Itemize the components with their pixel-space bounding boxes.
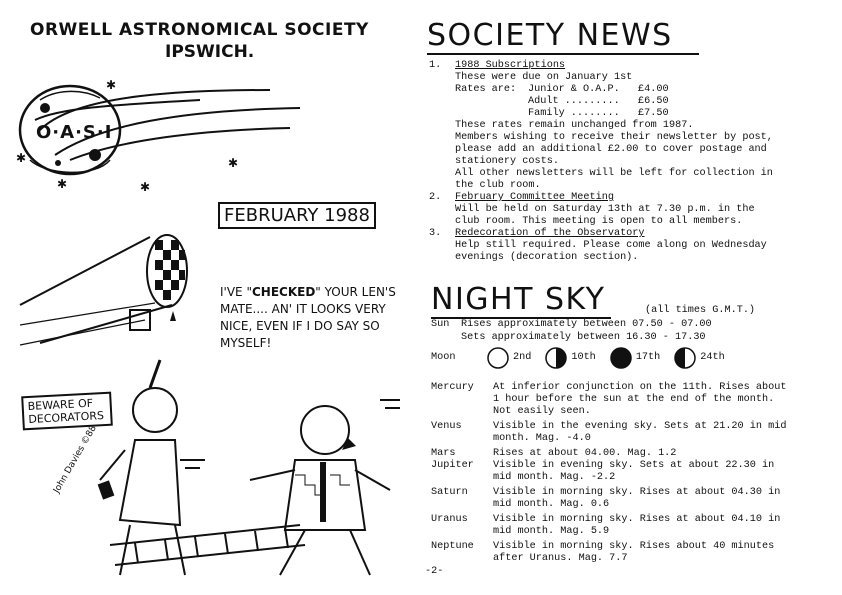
planet-text: Visible in morning sky. Rises about 40 minutes after Uranus. Mag. 7.7 [493,541,775,564]
moon-phase-item [487,347,531,369]
moon-phase-date: 24th [700,352,725,363]
planet-text: Rises at about 04.00. Mag. 1.2 [493,448,677,459]
item-title: Redecoration of the Observatory [455,228,645,239]
logo-text: O·A·S·I [36,122,113,143]
rate-row [528,96,669,108]
telescope-illustration [0,225,200,365]
planet-row [431,448,836,460]
moon-phase-item [610,347,660,369]
new-moon-icon [487,347,509,369]
rate-label: Adult ......... [528,96,620,107]
moon-phase-item [674,347,724,369]
planet-text: Visible in morning sky. Rises at about 04.10 in mid month. Mag. 5.9 [493,514,781,537]
planet-text: Visible in evening sky. Sets at about 22.30 in mid month. Mag. -2.2 [493,460,775,483]
planet-name: Venus [431,421,462,432]
item-number: 1. [429,60,442,71]
night-sky-heading: NIGHT SKY [431,282,611,319]
planet-row [431,460,836,484]
body-line: These rates remain unchanged from 1987. [455,120,694,131]
planet-name: Uranus [431,514,468,525]
body-line: Will be held on Saturday 13th at 7.30 p.m. in the [455,204,755,215]
moon-label: Moon [431,352,456,363]
body-line: club room. This meeting is open to all members. [455,216,743,227]
first-quarter-icon [545,347,567,369]
planet-name: Mercury [431,382,474,393]
rates-block [455,84,839,120]
svg-text:✱: ✱ [140,180,151,194]
planet-row [431,541,836,565]
decorators-cartoon [80,350,410,590]
speech-pre: I'VE " [220,285,252,299]
sun-block [431,319,831,344]
page-number: -2- [425,566,444,577]
news-item-1 [429,60,839,192]
moon-row [431,347,739,369]
svg-text:✱: ✱ [228,156,239,170]
full-moon-icon [610,347,632,369]
planet-name: Mars [431,448,456,459]
rate-label: Family ........ [528,108,620,119]
rate-value: £4.00 [638,84,669,95]
rate-value: £7.50 [638,108,669,119]
planet-text: Visible in morning sky. Rises at about 04.30 in mid month. Mag. 0.6 [493,487,781,510]
beware-sign: BEWARE OF DECORATORS [21,392,113,431]
right-page [415,0,842,595]
planet-row [431,382,836,418]
body-line: the club room. [455,180,541,191]
rate-row [528,108,669,120]
speech-post: " YOUR LEN'S MATE.... AN' IT LOOKS VERY NICE, EVEN IF I DO SAY SO MYSELF! [220,285,396,350]
body-line: evenings (decoration section). [455,252,639,263]
speech-bubble [220,284,405,352]
society-place: IPSWICH. [165,42,255,62]
left-page [0,0,410,595]
planet-name: Neptune [431,541,474,552]
body-line: Members wishing to receive their newsletter by post, [455,132,773,143]
planet-row [431,421,836,445]
sun-set: Sets approximately between 16.30 - 17.30 [461,332,706,343]
body-line: All other newsletters will be left for collection in [455,168,773,179]
body-line: Help still required. Please come along on Wednesday [455,240,767,251]
item-number: 3. [429,228,442,239]
artist-signature: John Davies ©88 [52,423,99,495]
planet-name: Saturn [431,487,468,498]
svg-text:✱: ✱ [16,151,27,165]
rates-label: Rates are: [455,84,517,95]
rate-value: £6.50 [638,96,669,107]
item-title: 1988 Subscriptions [455,60,566,71]
moon-phase-date: 17th [635,352,661,363]
society-name: ORWELL ASTRONOMICAL SOCIETY [30,20,369,40]
moon-phase-item [545,347,595,369]
planets-list [431,382,836,565]
news-section [429,60,839,264]
item-intro: These were due on January 1st [455,72,633,83]
news-item-2 [429,192,839,228]
planet-name: Jupiter [431,460,474,471]
svg-text:✱: ✱ [106,78,117,92]
planet-row [431,487,836,511]
sun-row [431,319,831,331]
body-line: please add an additional £2.00 to cover postage and [455,144,767,155]
rates-list [528,84,669,120]
planet-text: At inferior conjunction on the 11th. Rises about 1 hour before the sun at the end of the month. Not easily seen. [493,382,787,417]
item-number: 2. [429,192,442,203]
body-line: stationery costs. [455,156,559,167]
planet-row [431,514,836,538]
item-title: February Committee Meeting [455,192,614,203]
speech-bold: CHECKED [251,285,316,299]
society-news-heading: SOCIETY NEWS [427,18,699,55]
moon-phase-date: 2nd [513,352,532,363]
rate-label: Junior & O.A.P. [528,84,620,95]
planet-text: Visible in the evening sky. Sets at 21.20 in mid month. Mag. -4.0 [493,421,787,444]
news-item-3 [429,228,839,264]
svg-text:✱: ✱ [57,177,68,191]
times-note: (all times G.M.T.) [645,305,756,316]
moon-phase-date: 10th [571,352,596,363]
sun-label: Sun [431,319,450,330]
rate-row [528,84,669,96]
sun-rise: Rises approximately between 07.50 - 07.00 [461,319,712,330]
last-quarter-icon [674,347,696,369]
issue-date-box: FEBRUARY 1988 [218,202,376,229]
